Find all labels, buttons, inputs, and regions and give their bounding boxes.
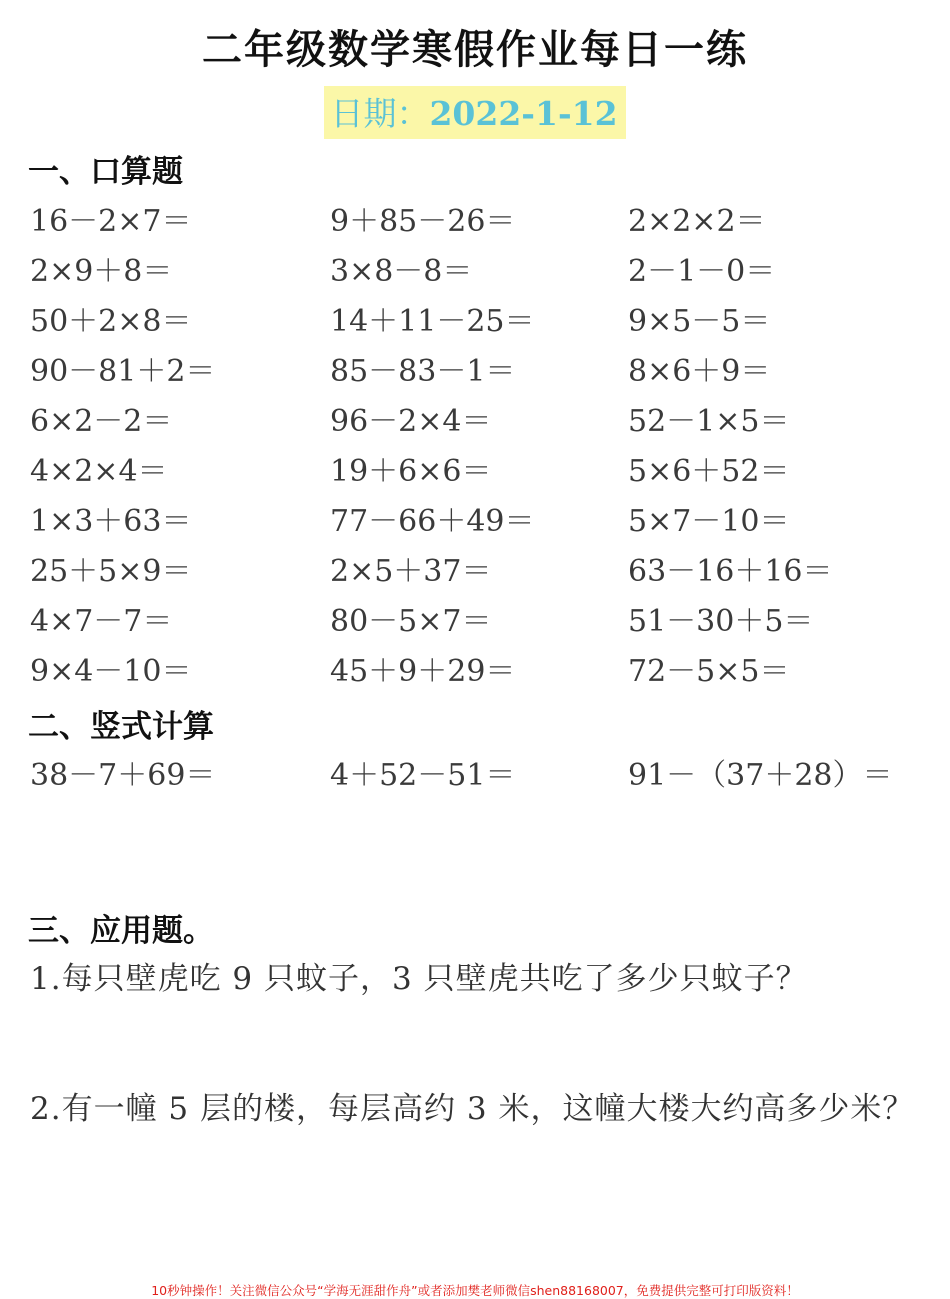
math-problem: 50＋2×8＝: [30, 304, 192, 339]
date-value: 2022-1-12: [429, 94, 618, 133]
math-problem: 9×4－10＝: [30, 654, 192, 689]
math-problem: 2×5＋37＝: [330, 554, 492, 589]
section3-heading: 三、应用题。: [28, 913, 214, 949]
math-problem: 2－1－0＝: [628, 254, 776, 289]
math-problem: 63－16＋16＝: [628, 554, 833, 589]
math-problem: 6×2－2＝: [30, 404, 173, 439]
math-problem: 2×2×2＝: [628, 204, 766, 239]
math-problem: 25＋5×9＝: [30, 554, 192, 589]
math-problem: 8×6＋9＝: [628, 354, 771, 389]
math-problem: 96－2×4＝: [330, 404, 492, 439]
math-problem: 5×7－10＝: [628, 504, 790, 539]
calc-problem: 38－7＋69＝: [30, 758, 216, 793]
math-problem: 5×6＋52＝: [628, 454, 790, 489]
math-problem: 4×7－7＝: [30, 604, 173, 639]
section2-heading: 二、竖式计算: [28, 709, 214, 745]
footer-note: 10秒钟操作！关注微信公众号“学海无涯甜作舟”或者添加樊老师微信shen88168007，免费提供完整可打印版资料！: [151, 1283, 799, 1298]
calc-problem: 4＋52－51＝: [330, 758, 516, 793]
date-row: [0, 86, 950, 139]
date-label: 日期：: [330, 94, 430, 133]
word-problem-1: 1.每只壁虎吃 9 只蚊子，3 只壁虎共吃了多少只蚊子？: [30, 961, 808, 997]
page-title: 二年级数学寒假作业每日一练: [202, 27, 748, 73]
math-problem: 3×8－8＝: [330, 254, 473, 289]
date-highlight: [324, 86, 625, 139]
word-problem-2: 2.有一幢 5 层的楼，每层高约 3 米，这幢大楼大约高多少米？: [30, 1091, 915, 1127]
math-problem: 51－30＋5＝: [628, 604, 814, 639]
section1-heading: 一、口算题: [28, 154, 183, 190]
math-problem: 85－83－1＝: [330, 354, 516, 389]
math-problem: 4×2×4＝: [30, 454, 168, 489]
math-problem: 72－5×5＝: [628, 654, 790, 689]
math-problem: 1×3＋63＝: [30, 504, 192, 539]
math-problem: 52－1×5＝: [628, 404, 790, 439]
math-problem: 45＋9＋29＝: [330, 654, 516, 689]
math-problem: 14＋11－25＝: [330, 304, 535, 339]
math-problem: 77－66＋49＝: [330, 504, 535, 539]
math-problem: 2×9＋8＝: [30, 254, 173, 289]
math-problem: 9×5－5＝: [628, 304, 771, 339]
math-problem: 9＋85－26＝: [330, 204, 516, 239]
math-problem: 80－5×7＝: [330, 604, 492, 639]
calc-problem: 91－（37＋28）＝: [628, 758, 893, 793]
math-problem: 19＋6×6＝: [330, 454, 492, 489]
math-problem: 90－81＋2＝: [30, 354, 216, 389]
math-problem: 16－2×7＝: [30, 204, 192, 239]
